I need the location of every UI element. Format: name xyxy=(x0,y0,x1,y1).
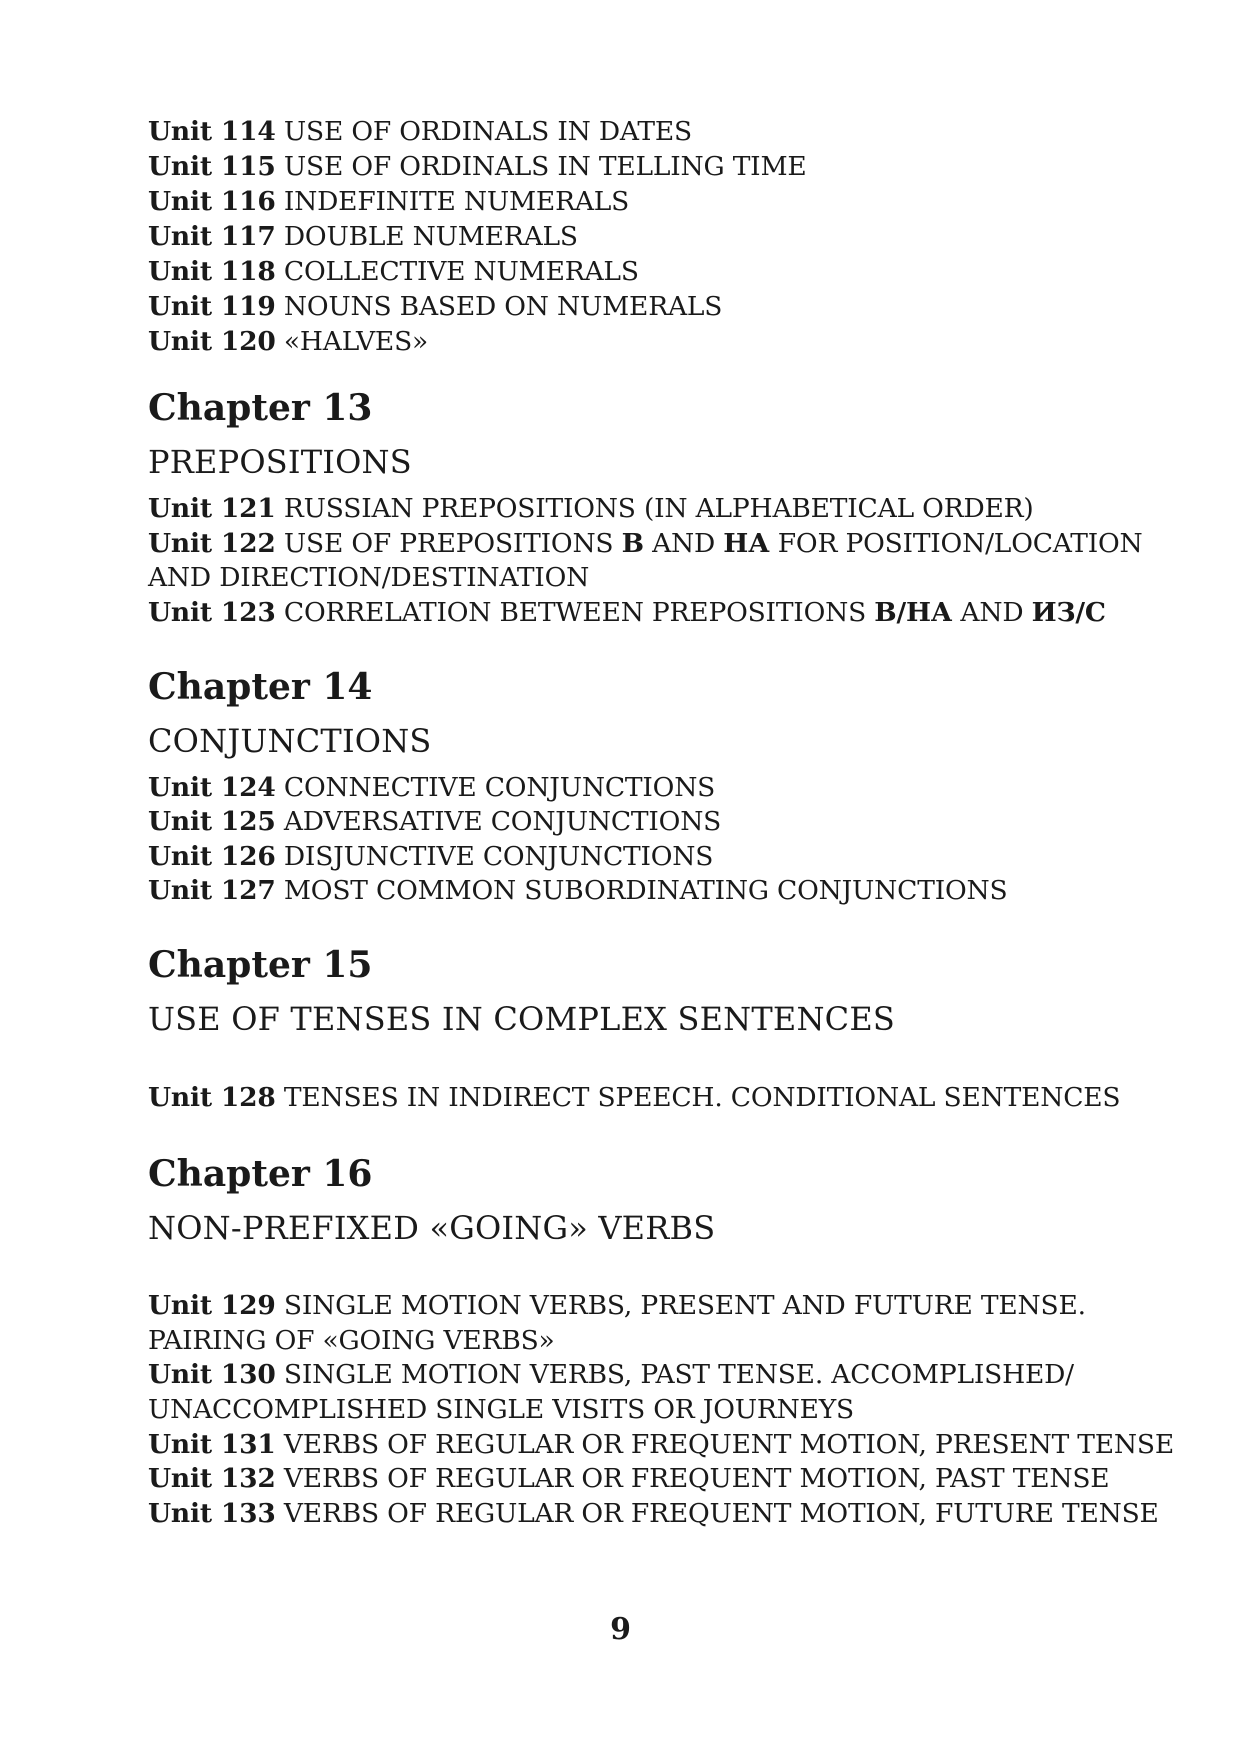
page-number: 9 xyxy=(610,1612,631,1647)
toc-entry-unit-114 xyxy=(148,114,692,149)
toc-entry-unit-118 xyxy=(148,254,639,289)
toc-entry-continuation xyxy=(148,1392,854,1427)
toc-entry-unit-123 xyxy=(148,595,1106,630)
unit-title: USE OF ORDINALS IN DATES xyxy=(283,116,692,147)
toc-entry-unit-122 xyxy=(148,526,1143,561)
preposition-term: В/НА xyxy=(874,597,953,628)
unit-title: SINGLE MOTION VERBS, PAST TENSE. ACCOMPLISHED/ xyxy=(283,1359,1074,1390)
unit-title: USE OF ORDINALS IN TELLING TIME xyxy=(283,151,807,182)
toc-entry-unit-124 xyxy=(148,770,715,805)
toc-entry-unit-119 xyxy=(148,289,722,324)
unit-number: Unit 119 xyxy=(148,291,276,322)
toc-entry-unit-131 xyxy=(148,1427,1174,1462)
toc-entry-unit-128 xyxy=(148,1080,1120,1115)
toc-entry-unit-127 xyxy=(148,873,1007,908)
unit-title: CONNECTIVE CONJUNCTIONS xyxy=(283,772,716,803)
unit-title-part: USE OF PREPOSITIONS xyxy=(283,528,614,559)
unit-number: Unit 128 xyxy=(148,1082,276,1113)
toc-entry-unit-129 xyxy=(148,1288,1086,1323)
toc-entry-unit-133 xyxy=(148,1496,1159,1531)
unit-title: RUSSIAN PREPOSITIONS (IN ALPHABETICAL ORDER) xyxy=(283,493,1034,524)
unit-number: Unit 121 xyxy=(148,493,276,524)
unit-number: Unit 125 xyxy=(148,806,276,837)
unit-number: Unit 126 xyxy=(148,841,276,872)
unit-title: MOST COMMON SUBORDINATING CONJUNCTIONS xyxy=(283,875,1008,906)
unit-title: NOUNS BASED ON NUMERALS xyxy=(283,291,723,322)
unit-number: Unit 131 xyxy=(148,1429,276,1460)
chapter-heading: Chapter 16 xyxy=(148,1153,373,1195)
toc-entry-continuation xyxy=(148,1323,555,1358)
chapter-title: PREPOSITIONS xyxy=(148,443,412,481)
toc-entry-unit-130 xyxy=(148,1357,1074,1392)
unit-title: ADVERSATIVE CONJUNCTIONS xyxy=(283,806,722,837)
chapter-title: CONJUNCTIONS xyxy=(148,722,432,760)
unit-number: Unit 116 xyxy=(148,186,276,217)
unit-number: Unit 115 xyxy=(148,151,276,182)
toc-entry-unit-125 xyxy=(148,804,721,839)
toc-entry-unit-115 xyxy=(148,149,807,184)
unit-title: DOUBLE NUMERALS xyxy=(283,221,578,252)
unit-number: Unit 118 xyxy=(148,256,276,287)
unit-number: Unit 127 xyxy=(148,875,276,906)
unit-number: Unit 130 xyxy=(148,1359,276,1390)
preposition-term: НА xyxy=(723,528,770,559)
toc-entry-unit-126 xyxy=(148,839,713,874)
toc-entry-continuation xyxy=(148,560,589,595)
unit-number: Unit 124 xyxy=(148,772,276,803)
unit-title-part: FOR POSITION/LOCATION xyxy=(777,528,1143,559)
unit-number: Unit 114 xyxy=(148,116,276,147)
toc-entry-unit-120 xyxy=(148,324,428,359)
unit-number: Unit 129 xyxy=(148,1290,276,1321)
preposition-term: ИЗ/С xyxy=(1031,597,1106,628)
unit-title: COLLECTIVE NUMERALS xyxy=(283,256,639,287)
unit-title: SINGLE MOTION VERBS, PRESENT AND FUTURE TENSE. xyxy=(283,1290,1086,1321)
chapter-heading: Chapter 14 xyxy=(148,666,373,708)
unit-number: Unit 123 xyxy=(148,597,276,628)
unit-title-continued: PAIRING OF «GOING VERBS» xyxy=(148,1325,555,1356)
unit-title: VERBS OF REGULAR OR FREQUENT MOTION, PRESENT TENSE xyxy=(283,1429,1174,1460)
unit-title: DISJUNCTIVE CONJUNCTIONS xyxy=(283,841,714,872)
unit-title: VERBS OF REGULAR OR FREQUENT MOTION, PAST TENSE xyxy=(283,1463,1110,1494)
chapter-heading: Chapter 13 xyxy=(148,387,373,429)
unit-title-continued: UNACCOMPLISHED SINGLE VISITS OR JOURNEYS xyxy=(148,1394,854,1425)
unit-number: Unit 117 xyxy=(148,221,276,252)
unit-title: VERBS OF REGULAR OR FREQUENT MOTION, FUTURE TENSE xyxy=(283,1498,1159,1529)
unit-number: Unit 132 xyxy=(148,1463,276,1494)
unit-title-part: AND xyxy=(652,528,716,559)
toc-entry-unit-121 xyxy=(148,491,1034,526)
unit-title: INDEFINITE NUMERALS xyxy=(283,186,630,217)
preposition-term: В xyxy=(621,528,644,559)
toc-entry-unit-116 xyxy=(148,184,629,219)
unit-title-part: CORRELATION BETWEEN PREPOSITIONS xyxy=(283,597,867,628)
unit-number: Unit 120 xyxy=(148,326,276,357)
chapter-title: NON-PREFIXED «GOING» VERBS xyxy=(148,1209,716,1247)
unit-title-continued: AND DIRECTION/DESTINATION xyxy=(148,562,590,593)
unit-title: TENSES IN INDIRECT SPEECH. CONDITIONAL SENTENCES xyxy=(283,1082,1121,1113)
unit-number: Unit 122 xyxy=(148,528,276,559)
toc-entry-unit-132 xyxy=(148,1461,1109,1496)
unit-number: Unit 133 xyxy=(148,1498,276,1529)
unit-title-part: AND xyxy=(960,597,1024,628)
unit-title: «HALVES» xyxy=(283,326,429,357)
toc-entry-unit-117 xyxy=(148,219,578,254)
chapter-title: USE OF TENSES IN COMPLEX SENTENCES xyxy=(148,1000,896,1038)
chapter-heading: Chapter 15 xyxy=(148,944,373,986)
